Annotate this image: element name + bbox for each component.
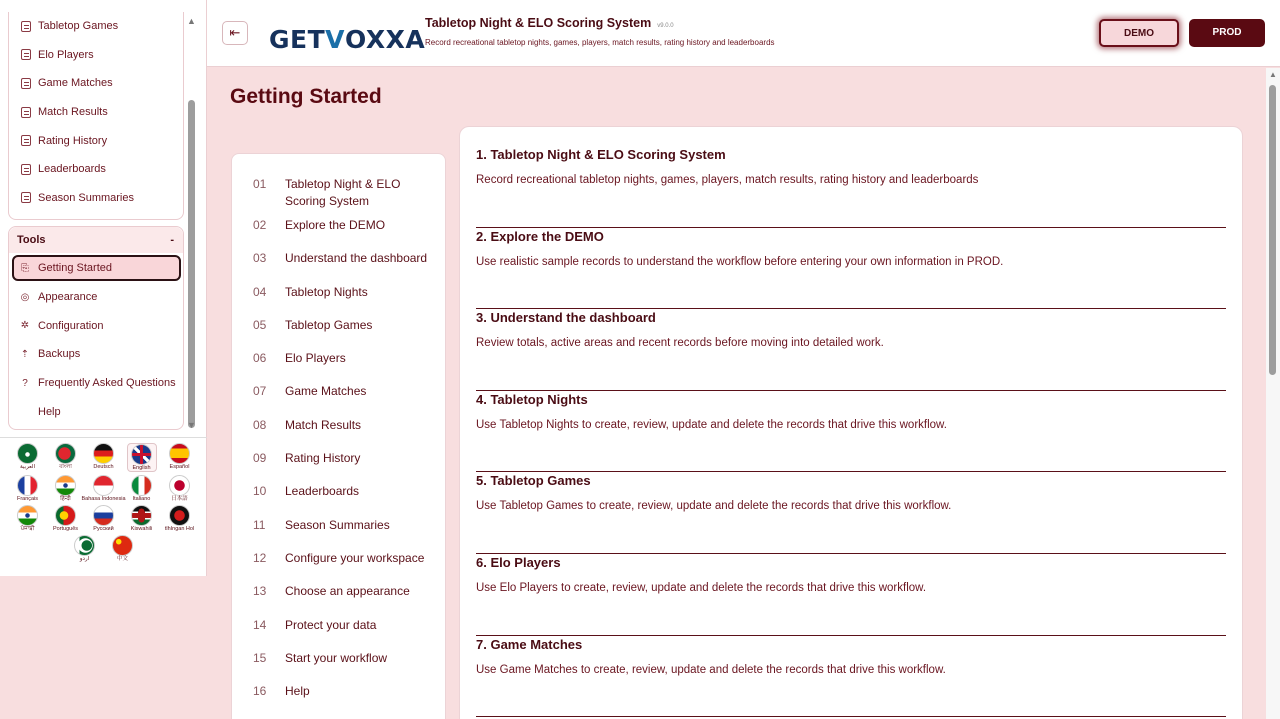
flag-indonesia-icon [93, 475, 114, 496]
language-option[interactable] [127, 475, 157, 502]
toc-label: Rating History [285, 451, 361, 466]
language-option[interactable] [51, 475, 81, 502]
tools-item-label: Appearance [38, 291, 98, 304]
flag-kenya-icon [131, 505, 152, 526]
flag-uk-icon [131, 444, 152, 465]
language-option[interactable] [108, 535, 138, 562]
list-icon [21, 192, 31, 203]
language-row [0, 505, 207, 532]
section-title: 6. Elo Players [476, 554, 561, 570]
toc-number: 11 [253, 517, 266, 532]
toc-item[interactable] [232, 250, 445, 276]
language-option[interactable] [89, 443, 119, 472]
section-text: Review totals, active areas and recent records before moving into detailed work. [476, 337, 884, 350]
toc-number: 08 [253, 417, 267, 432]
sidebar-item[interactable] [9, 98, 183, 127]
language-label: Français [16, 496, 39, 502]
language-label: tlhIngan Hol [164, 526, 195, 532]
toc-item[interactable] [232, 417, 445, 443]
toc-item[interactable] [232, 284, 445, 310]
section-text: Record recreational tabletop nights, games, players, match results, rating history and leaderboards [476, 174, 979, 186]
list-icon [21, 164, 31, 175]
toc-label: Tabletop Games [285, 317, 373, 332]
logo-text-v: V [325, 25, 346, 54]
collapse-sidebar-button[interactable]: ⇤ [222, 21, 248, 45]
scrollbar-thumb[interactable] [188, 100, 195, 428]
toc-item[interactable] [232, 217, 445, 243]
language-label: Español [169, 464, 190, 470]
toc-label: Choose an appearance [285, 584, 410, 599]
tools-item[interactable] [9, 283, 183, 312]
toc-number: 03 [253, 251, 267, 266]
toc-number: 07 [253, 384, 267, 399]
toc-number: 13 [253, 584, 267, 599]
flag-pakistan-icon [74, 535, 95, 556]
tools-panel [8, 226, 184, 430]
content-section [476, 391, 1226, 473]
language-option[interactable] [81, 475, 126, 502]
toc-number: 12 [253, 550, 267, 565]
toc-item[interactable] [232, 583, 445, 609]
section-title: 5. Tabletop Games [476, 473, 591, 489]
language-option[interactable] [13, 443, 43, 472]
language-option[interactable] [127, 505, 157, 532]
flag-bangladesh-icon [55, 443, 76, 464]
section-title: 4. Tabletop Nights [476, 391, 588, 407]
toc-item[interactable] [232, 317, 445, 343]
section-text: Use Tabletop Games to create, review, update and delete the records that drive this workflow. [476, 500, 952, 513]
toc-item[interactable] [232, 617, 445, 643]
toc-label: Elo Players [285, 351, 346, 366]
sidebar-item[interactable] [9, 184, 183, 213]
flag-japan-icon [169, 475, 190, 496]
language-label: 日本語 [171, 496, 188, 502]
content-section [476, 146, 1226, 228]
tools-item[interactable] [12, 255, 181, 281]
language-option[interactable] [127, 443, 157, 472]
toc-number: 01 [253, 177, 267, 191]
language-selector [0, 437, 207, 565]
getting-started-content [459, 126, 1243, 719]
flag-india-icon [17, 505, 38, 526]
language-label: Italiano [132, 496, 151, 502]
section-text: Use Tabletop Nights to create, review, update and delete the records that drive this workflow. [476, 418, 947, 431]
prod-button[interactable]: PROD [1189, 19, 1265, 47]
sidebar-item[interactable] [9, 69, 183, 98]
toc-item[interactable] [232, 650, 445, 676]
sidebar-item-label: Match Results [38, 106, 108, 119]
content-section [476, 472, 1226, 554]
main-scrollbar[interactable] [1266, 68, 1280, 719]
toc-number: 05 [253, 317, 267, 332]
sidebar [0, 0, 207, 576]
flag-india-icon [55, 475, 76, 496]
gear-icon: ✲ [20, 320, 30, 332]
toc-item[interactable] [232, 176, 445, 210]
list-icon [21, 49, 31, 60]
scroll-up-icon[interactable]: ▲ [187, 16, 196, 26]
sidebar-scrollbar[interactable] [186, 14, 198, 430]
flag-saudi-icon [17, 443, 38, 464]
app-subtitle: Record recreational tabletop nights, games, players, match results, rating history and leaderboards [425, 38, 775, 47]
toc-label: Help [285, 684, 310, 699]
toc-label: Explore the DEMO [285, 218, 386, 232]
help-circle-icon: ? [22, 377, 28, 389]
toc-number: 06 [253, 351, 267, 366]
language-label: বাংলা [59, 464, 72, 470]
palette-icon: ◎ [20, 291, 30, 303]
flag-china-icon [112, 535, 133, 556]
tools-header[interactable] [9, 227, 183, 253]
language-label: Deutsch [93, 464, 114, 470]
tools-heading: Tools [17, 234, 46, 246]
language-label: Kiswahili [130, 526, 153, 532]
list-icon [21, 21, 31, 32]
section-title: 3. Understand the dashboard [476, 310, 656, 326]
toc-label: Tabletop Night & ELO Scoring System [285, 177, 401, 208]
flag-france-icon [17, 475, 38, 496]
tools-item[interactable] [9, 397, 183, 426]
flag-klingon-icon [169, 505, 190, 526]
language-label: English [132, 465, 151, 471]
book-icon: ⎘ [21, 262, 29, 274]
tools-item[interactable] [9, 312, 183, 341]
list-icon [21, 78, 31, 89]
content-section [476, 554, 1226, 636]
language-option[interactable] [51, 443, 81, 472]
language-row [0, 443, 207, 472]
scrollbar-thumb[interactable] [1269, 85, 1276, 375]
language-row [0, 535, 207, 562]
toc-item[interactable] [232, 350, 445, 376]
language-label: العربية [19, 464, 36, 470]
tools-item-label: Frequently Asked Questions [38, 377, 176, 390]
toc-label: Start your workflow [285, 650, 388, 665]
sidebar-item-label: Leaderboards [38, 163, 106, 176]
language-label: ਪੰਜਾਬੀ [20, 526, 35, 532]
toc-item[interactable] [232, 517, 445, 543]
collapse-icon[interactable]: - [170, 234, 174, 246]
sidebar-item[interactable] [9, 41, 183, 70]
section-text: Use realistic sample records to understand the workflow before entering your own information in PROD. [476, 255, 1004, 268]
toc-label: Leaderboards [285, 484, 360, 499]
app-title-text: Tabletop Night & ELO Scoring System [425, 16, 652, 30]
sidebar-item-label: Elo Players [38, 48, 94, 61]
content-section [476, 228, 1226, 310]
toc-label: Season Summaries [285, 517, 390, 532]
sidebar-item-label: Rating History [38, 134, 108, 147]
toc-number: 04 [253, 284, 267, 299]
toc-label: Protect your data [285, 617, 377, 632]
section-text: Use Game Matches to create, review, update and delete the records that drive this workflow. [476, 663, 946, 676]
toc-item[interactable] [232, 683, 445, 709]
flag-germany-icon [93, 443, 114, 464]
flag-spain-icon [169, 443, 190, 464]
tools-item-label: Configuration [38, 319, 104, 332]
toc-number: 14 [253, 617, 267, 632]
content-section [476, 309, 1226, 391]
toc-label: Game Matches [285, 384, 367, 399]
page-title: Getting Started [230, 85, 382, 108]
demo-button[interactable]: DEMO [1099, 19, 1179, 47]
tools-item-label: Getting Started [38, 262, 112, 274]
toc-number: 10 [253, 484, 267, 499]
toc-number: 15 [253, 650, 267, 665]
language-option[interactable] [13, 505, 43, 532]
logo-text-rest: OXXA [345, 25, 426, 54]
toc-number: 09 [253, 451, 267, 466]
toc-item[interactable] [232, 483, 445, 509]
sidebar-item[interactable] [9, 155, 183, 184]
tools-item-label: Backups [38, 348, 81, 361]
content-section [476, 636, 1226, 718]
language-option[interactable] [165, 505, 195, 532]
language-option[interactable] [51, 505, 81, 532]
sidebar-item[interactable] [9, 126, 183, 155]
flag-portugal-icon [55, 505, 76, 526]
language-option[interactable] [165, 475, 195, 502]
sidebar-item-label: Season Summaries [38, 191, 134, 204]
toc-item[interactable] [232, 550, 445, 576]
language-option[interactable] [165, 443, 195, 472]
sidebar-item[interactable] [9, 12, 183, 41]
list-icon [21, 135, 31, 146]
getvoxxa-logo[interactable] [269, 14, 425, 54]
toc-item[interactable] [232, 450, 445, 476]
language-option[interactable] [89, 505, 119, 532]
section-title: 7. Game Matches [476, 636, 583, 652]
upload-icon: ⇡ [20, 348, 30, 360]
toc-number: 16 [253, 684, 267, 699]
section-text: Use Elo Players to create, review, update and delete the records that drive this workflow. [476, 581, 927, 594]
logo-text-get: GET [269, 25, 326, 54]
language-label: 中文 [116, 556, 128, 562]
app-title [425, 16, 674, 30]
toc-label: Tabletop Nights [285, 284, 368, 299]
tools-item-label: Help [38, 405, 61, 418]
sidebar-item-label: Tabletop Games [38, 20, 119, 33]
language-option[interactable] [70, 535, 100, 562]
tools-item[interactable] [9, 369, 183, 398]
toc-label: Match Results [285, 417, 362, 432]
toc-label: Understand the dashboard [285, 251, 428, 266]
toc-item[interactable] [232, 383, 445, 409]
toc-number: 02 [253, 218, 267, 232]
flag-russia-icon [93, 505, 114, 526]
section-title: 1. Tabletop Night & ELO Scoring System [476, 147, 726, 162]
table-of-contents [231, 153, 446, 719]
flag-italy-icon [131, 475, 152, 496]
sidebar-item-label: Game Matches [38, 77, 113, 90]
scroll-up-icon[interactable]: ▲ [1269, 70, 1277, 79]
language-row [0, 475, 207, 502]
language-label: Português [52, 526, 79, 532]
tools-item[interactable] [9, 340, 183, 369]
sidebar-nav [8, 12, 184, 220]
section-title: 2. Explore the DEMO [476, 228, 604, 244]
language-label: Bahasa Indonesia [81, 496, 126, 502]
language-label: हिन्दी [60, 496, 71, 502]
language-label: Русский [93, 526, 114, 532]
language-option[interactable] [13, 475, 43, 502]
app-version: v9.0.0 [657, 23, 674, 29]
scroll-down-icon[interactable]: ▼ [187, 420, 196, 430]
list-icon [21, 107, 31, 118]
top-header [207, 0, 1280, 67]
language-label: اردو [79, 556, 90, 562]
toc-label: Configure your workspace [285, 550, 425, 565]
